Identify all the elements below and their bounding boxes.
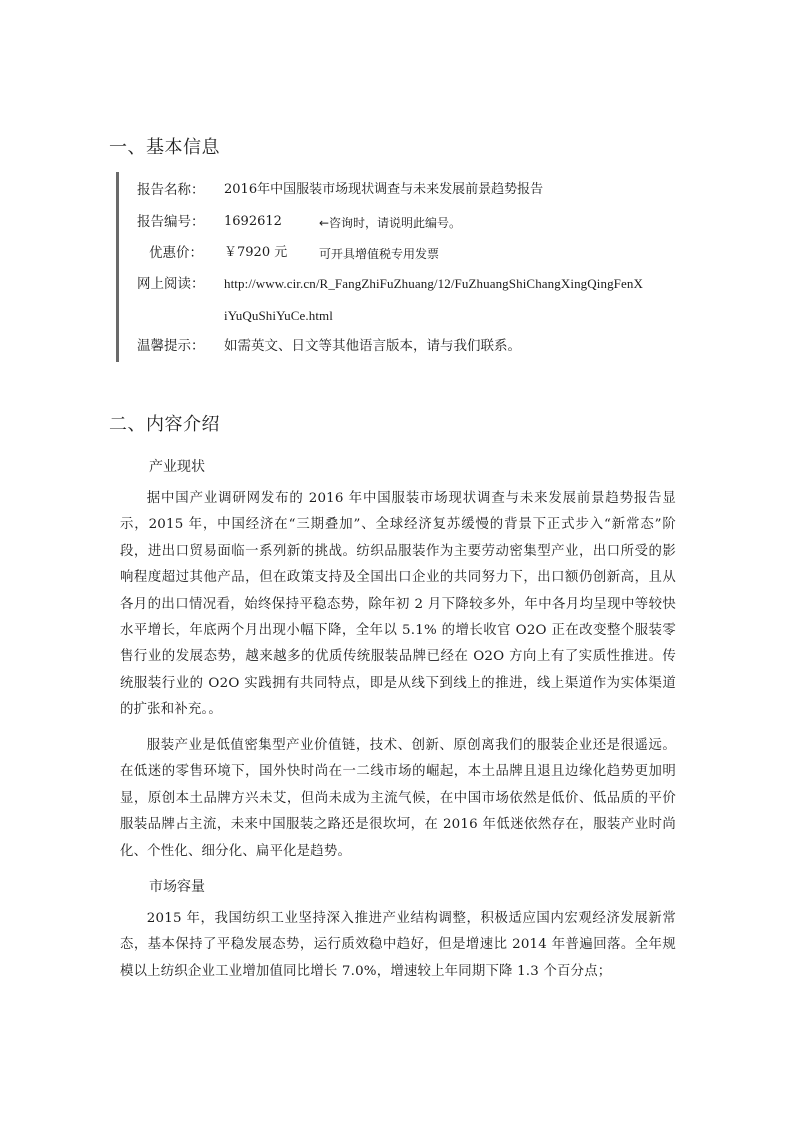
report-name-label: 报告名称： [137, 182, 205, 198]
section-title-content-intro: 二、内容介绍 [109, 414, 220, 435]
paragraph-industry-2: 服装产业是低值密集型产业价值链，技术、创新、原创离我们的服装企业还是很遥远。在低迷的零售环境下，国外快时尚在一二线市场的崛起，本土品牌且退且边缘化趋势更加明显，原创本土品牌方兴未艾，但尚未成为主流气候，在中国市场依然是低价、低品质的平价服装品牌占主流，未来中国服装之路还是很坎坷，在 2016 年低迷依然存在，服装产业时尚化、个性化、细分化、扁平化是趋势。 [120, 738, 676, 859]
tip-value: 如需英文、日文等其他语言版本，请与我们联系。 [224, 338, 521, 354]
online-read-url-line2[interactable]: iYuQuShiYuCe.html [224, 308, 333, 323]
online-read-label: 网上阅读： [137, 276, 205, 292]
online-read-url-line1[interactable]: http://www.cir.cn/R_FangZhiFuZhuang/12/FuZhuangShiChangXingQingFenX [224, 276, 643, 291]
subhead-market-capacity: 市场容量 [149, 879, 205, 895]
tip-label: 温馨提示： [137, 338, 205, 354]
report-info-box [116, 172, 699, 362]
report-name-value: 2016年中国服装市场现状调查与未来发展前景趋势报告 [224, 182, 544, 197]
subhead-industry-status: 产业现状 [149, 459, 205, 475]
paragraph-industry-1: 据中国产业调研网发布的 2016 年中国服装市场现状调查与未来发展前景趋势报告显示，2015 年，中国经济在“三期叠加”、全球经济复苏缓慢的背景下正式步入“新常态”阶段，进出口贸易面临一系列新的挑战。纺织品服装作为主要劳动密集型产业，出口所受的影响程度超过其他产品，但在政策支持及全国出口企业的共同努力下，出口额仍创新高，且从各月的出口情况看，始终保持平稳态势，除年初 2 月下降较多外，年中各月均呈现中等较快水平增长，年底两个月出现小幅下降，全年以 5.1% 的增长收官 O2O 正在改变整个服装零售行业的发展态势，越来越多的优质传统服装品牌已经在 O2O 方向上有了实质性推进。传统服装行业的 O2O 实践拥有共同特点，即是从线下到线上的推进，线上渠道作为实体渠道的扩张和补充。。 [120, 491, 676, 718]
paragraph-market-1: 2015 年，我国纺织工业坚持深入推进产业结构调整，积极适应国内宏观经济发展新常态，基本保持了平稳发展态势，运行质效稳中趋好，但是增速比 2014 年普遍回落。全年规模以上纺织企业工业增加值同比增长 7.0%，增速较上年同期下降 1.3 个百分点； [120, 911, 676, 979]
price-value: ￥7920 元 [224, 245, 288, 260]
section-title-basic-info: 一、基本信息 [109, 137, 220, 158]
report-number-value: 1692612 [224, 214, 282, 229]
price-hint: 可开具增值税专用发票 [319, 247, 440, 261]
price-label: 优惠价： [149, 245, 203, 261]
report-number-label: 报告编号： [137, 214, 205, 230]
report-number-hint: ←咨询时，请说明此编号。 [319, 216, 462, 230]
